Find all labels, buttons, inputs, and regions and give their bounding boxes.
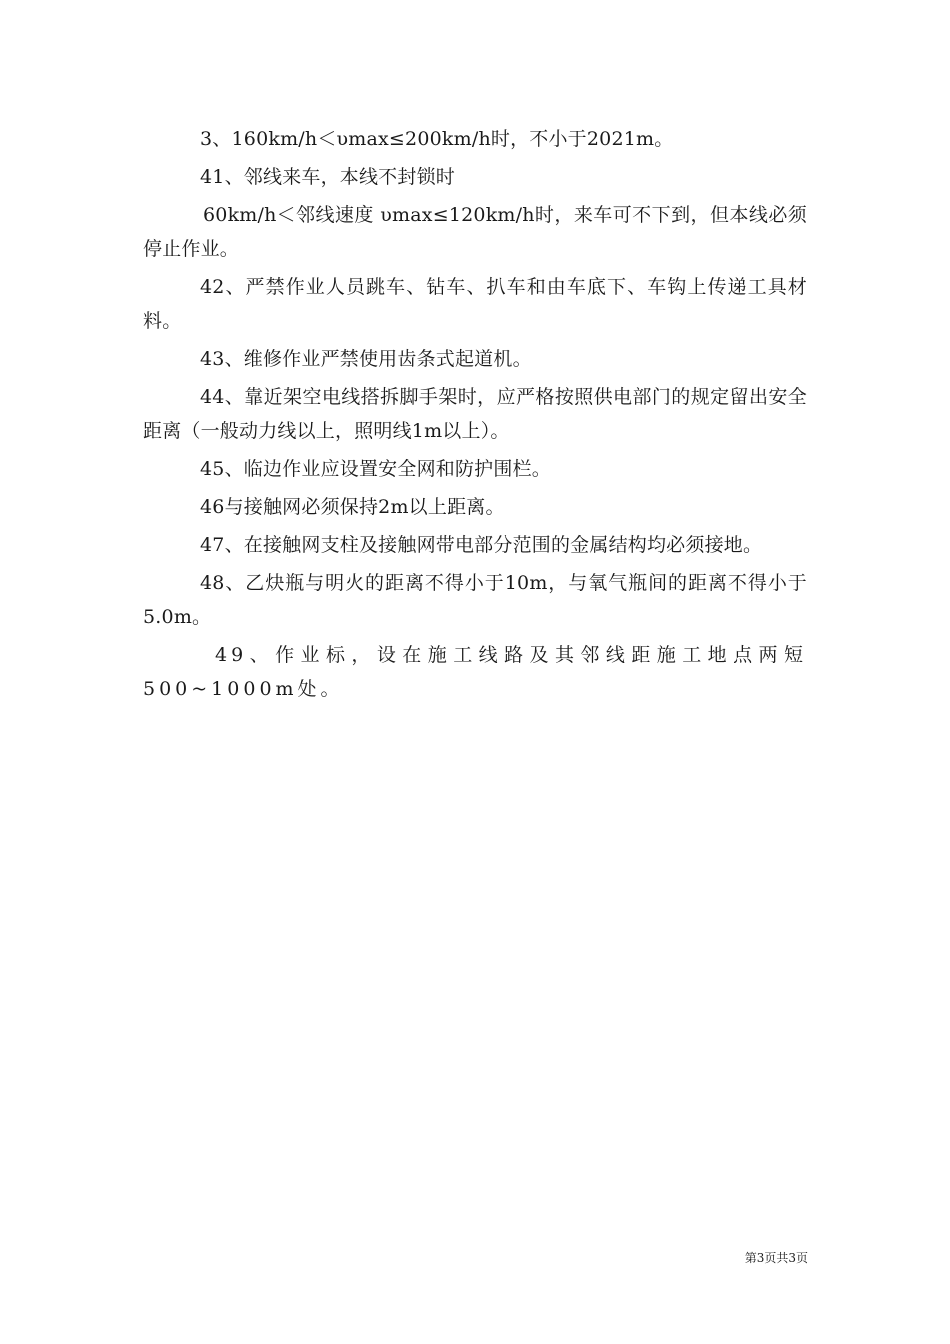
paragraph-item-45: 45、临边作业应设置安全网和防护围栏。 [200,458,551,480]
paragraph-item-41-detail: 60km/h＜邻线速度 υmax≤120km/h时，来车可不下到，但本线必须停止作业。 [143,204,807,260]
paragraph-item-42: 42、严禁作业人员跳车、钻车、扒车和由车底下、车钩上传递工具材料。 [143,276,807,332]
paragraph-item-43: 43、维修作业严禁使用齿条式起道机。 [200,348,532,370]
paragraph-item-48: 48、乙炔瓶与明火的距离不得小于10m，与氧气瓶间的距离不得小于5.0m。 [143,572,807,628]
paragraph-item-46: 46与接触网必须保持2m以上距离。 [200,496,505,518]
paragraph-item-49: 49、作业标，设在施工线路及其邻线距施工地点两短500~1000m处。 [143,644,807,700]
page-number-footer: 第3页共3页 [744,1251,808,1265]
paragraph-item-47: 47、在接触网支柱及接触网带电部分范围的金属结构均必须接地。 [200,534,763,556]
document-body [143,122,807,710]
paragraph-item-44: 44、靠近架空电线搭拆脚手架时，应严格按照供电部门的规定留出安全距离（一般动力线以上，照明线1m以上）。 [143,386,807,442]
paragraph-item-41: 41、邻线来车，本线不封锁时 [200,166,455,188]
paragraph-item-3: 3、160km/h＜υmax≤200km/h时，不小于2021m。 [200,128,674,150]
